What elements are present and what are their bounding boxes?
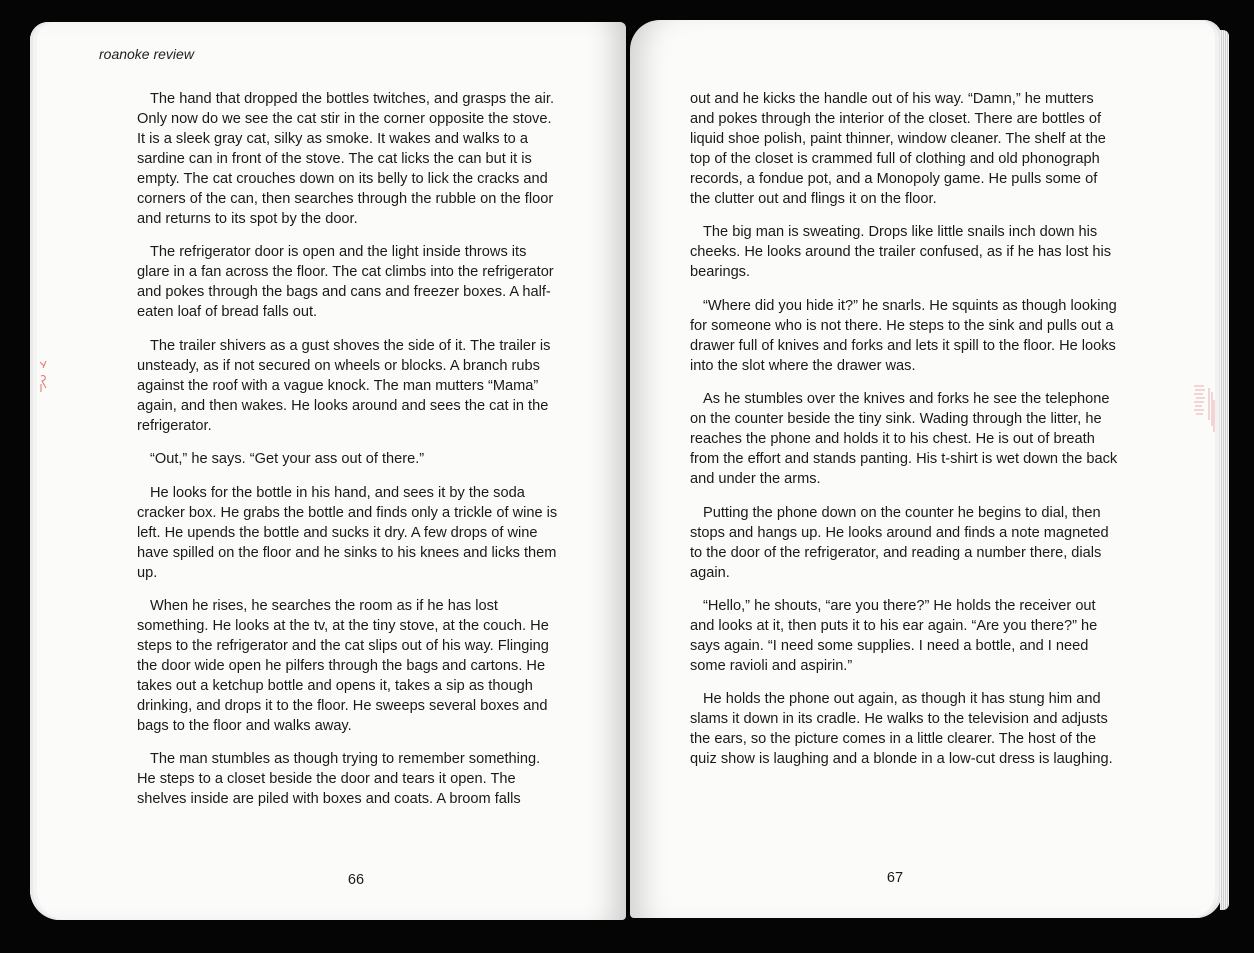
red-stamp-mark-right — [1192, 380, 1216, 440]
page-block-edge — [1220, 30, 1229, 910]
paragraph: As he stumbles over the knives and forks he see the telephone on the counter beside the tiny sink. Wading through the litter, he reaches the phone and holds it to his chest. He is out of breath from the effort and stands panting. His t-shirt is wet down the back and under the arms. — [690, 391, 1118, 488]
paragraph: He looks for the bottle in his hand, and sees it by the soda cracker box. He grabs the bottle and finds only a trickle of wine is left. He upends the bottle and sucks it dry. A few drops of wine have spilled on the floor and he sinks to his knees and licks them up. — [137, 484, 558, 581]
paragraph: The refrigerator door is open and the light inside throws its glare in a fan across the floor. The cat climbs into the refrigerator and pokes through the bags and cans and freezer boxes. A half-eaten loaf of bread falls out. — [137, 244, 554, 321]
paragraph: The trailer shivers as a gust shoves the side of it. The trailer is unsteady, as if not secured on wheels or blocks. A branch rubs against the roof with a vague knock. The man mutters “Mama” again, and then wakes. He looks around and sees the cat in the refrigerator. — [137, 337, 551, 434]
paragraph: When he rises, he searches the room as if he has lost something. He looks at the tv, at the tiny stove, at the couch. He steps to the refrigerator and the cat slips out of his way. Flinging the door wide open he pilfers through the bags and cartons. He takes out a ketchup bottle and opens it, takes a sip as though drinking, and drops it to the floor. He sweeps several boxes and bags to the floor and walks away. — [137, 597, 549, 734]
paragraph: The hand that dropped the bottles twitches, and grasps the air. Only now do we see the cat stir in the corner opposite the stove. It is a sleek gray cat, silky as smoke. It wakes and walks to a sardine can in front of the stove. The cat licks the can but it is empty. The cat crouches down on its belly to lick the cracks and corners of the can, then searches through the rubble on the floor and returns to its spot by the door. — [137, 91, 555, 227]
paragraph: The big man is sweating. Drops like little snails inch down his cheeks. He looks around the trailer confused, as if he has lost his bearings. — [690, 224, 1112, 281]
red-stamp-mark-left — [38, 358, 50, 398]
page-number: 67 — [886, 870, 904, 886]
left-body-text — [137, 89, 561, 823]
paragraph: The man stumbles as though trying to remember something. He steps to a closet beside the door and tears it open. The shelves inside are piled with boxes and coats. A broom falls — [137, 751, 541, 808]
page-number: 66 — [347, 872, 365, 888]
paragraph: “Where did you hide it?” he snarls. He squints as though looking for someone who is not there. He steps to the sink and pulls out a drawer full of knives and forks and lets it spill to the floor. He looks into the slot where the drawer was. — [690, 297, 1117, 374]
right-page — [630, 20, 1222, 918]
paragraph: out and he kicks the handle out of his way. “Damn,” he mutters and pokes through the interior of the closet. There are bottles of liquid shoe polish, paint thinner, window cleaner. The shelf at the top of the closet is crammed full of clothing and old phonograph records, a fondue pot, and a Monopoly game. He pulls some of the clutter out and flings it on the floor. — [690, 91, 1106, 207]
paragraph: He holds the phone out again, as though it has stung him and slams it down in its cradle. He walks to the television and adjusts the ears, so the picture comes in a little clearer. The host of the quiz show is laughing and a blonde in a low-cut dress is laughing. — [690, 691, 1113, 768]
paragraph: Putting the phone down on the counter he begins to dial, then stops and hangs up. He looks around and finds a note magneted to the door of the refrigerator, and reading a number there, dials again. — [690, 504, 1109, 581]
paragraph: “Hello,” he shouts, “are you there?” He holds the receiver out and looks at it, then puts it to his ear again. “Are you there?” he says again. “I need some supplies. I need a bottle, and I need some ravioli and aspirin.” — [690, 597, 1098, 674]
running-head: roanoke review — [99, 46, 194, 62]
right-body-text — [690, 89, 1118, 783]
left-page — [30, 22, 626, 920]
paragraph: “Out,” he says. “Get your ass out of there.” — [150, 451, 425, 468]
